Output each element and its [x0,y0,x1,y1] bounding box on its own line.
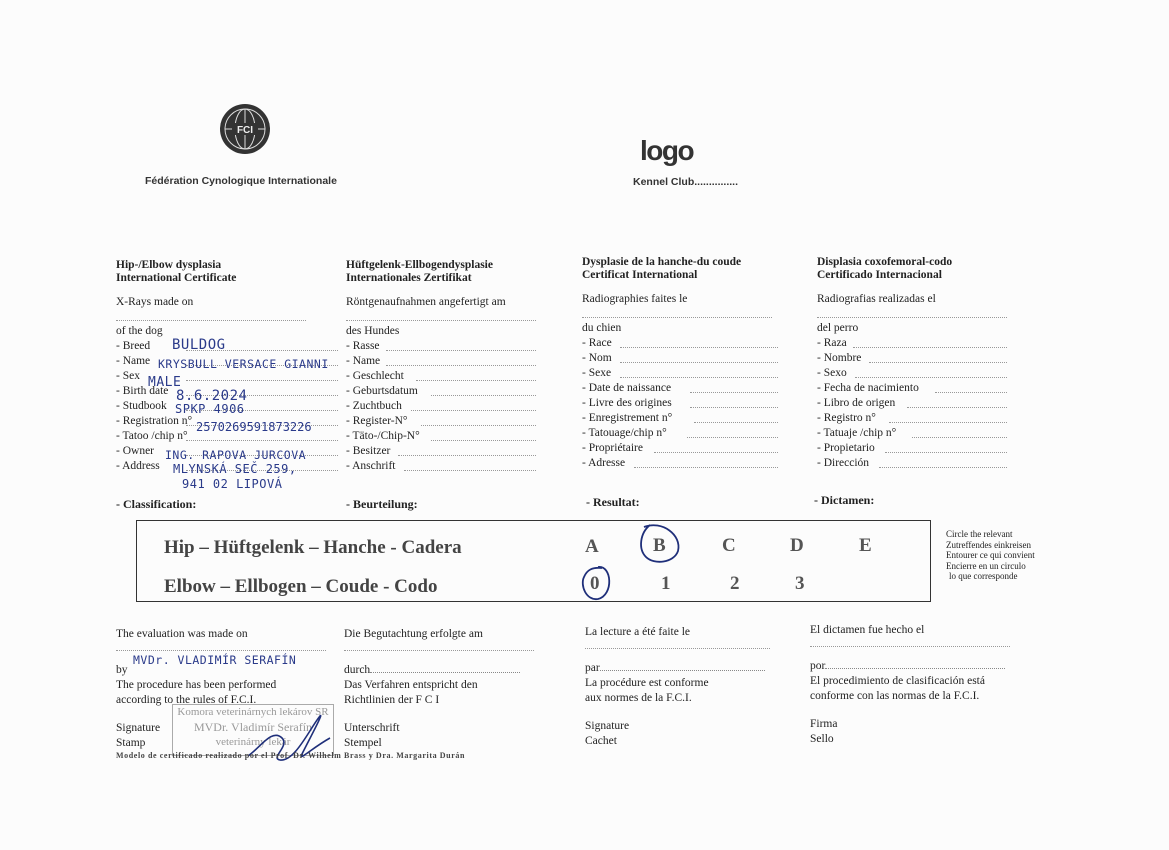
handwritten-address1: MLYNSKÁ SEČ 259, [173,462,297,476]
field-enregistrement: - Enregistrement n° [582,411,778,426]
elbow-grade-3: 3 [795,573,805,594]
column-german [346,259,536,474]
field-geschlecht: - Geschlecht [346,369,536,384]
field-register: - Register-N° [346,414,536,429]
selection-circles [570,515,700,607]
handwritten-name: KRYSBULL VERSACE GIANNI [158,357,329,371]
classification-en: - Classification: [116,497,197,511]
handwritten-vet: MVDr. VLADIMÍR SERAFÍN [133,653,297,667]
field-direccion: - Dirección [817,456,1007,471]
elbow-grade-2: 2 [730,573,740,594]
header-line1: Displasia coxofemoral-codo [817,256,953,268]
hip-grade-e: E [859,535,872,556]
handwritten-address2: 941 02 LIPOVÁ [182,477,283,491]
footer-note: Modelo de certificado realizado por el Prof. Dr. Wilhelm Brass y Dra. Margarita Durán [116,751,466,760]
classification-fr: - Resultat: [586,495,640,509]
field-nombre: - Nombre [817,351,1007,366]
field-name: - Name [116,354,338,369]
hip-grade-b: B [653,535,666,556]
dog-label: del perro [817,321,859,334]
handwritten-breed: BULDOG [172,337,226,353]
elbow-grade-1: 1 [661,573,671,594]
field-chip: - Tatoo /chip n° [116,429,338,444]
handwritten-birth: 8.6.2024 [176,388,248,404]
field-geburtsdatum: - Geburtsdatum [346,384,536,399]
evaluation-spanish: El dictamen fue hecho el por El procedimiento de clasificación está conforme con las normas de la F.C.I. Firma Sello [810,623,1025,746]
elbow-grade-0: 0 [590,573,600,594]
field-studbook: - Studbook [116,399,338,414]
header-line2: Certificado Internacional [817,269,942,281]
field-chip: - Tatouage/chip n° [582,426,778,441]
header-line1: Hip-/Elbow dysplasia [116,259,222,271]
field-livre-origines: - Livre des origines [582,396,778,411]
kennel-logo: logo [640,135,694,166]
classification-de: - Beurteilung: [346,497,418,511]
field-breed: - Breed [116,339,338,354]
dog-label: des Hundes [346,324,400,337]
field-nom: - Nom [582,351,778,366]
handwritten-sex: MALE [148,375,182,390]
field-anschrift: - Anschrift [346,459,536,474]
dog-label: du chien [582,321,622,334]
xray-line [582,307,772,318]
vet-stamp: Komora veterinárnych lekárov SR MVDr. Vladimír Serafín veterinárny lekár [172,704,334,756]
dog-label: of the dog [116,324,163,337]
hip-grade-d: D [790,535,804,556]
field-registro: - Registro n° [817,411,1007,426]
field-proprietaire: - Propriétaire [582,441,778,456]
field-birth-date: - Birth date [116,384,338,399]
classification-es: - Dictamen: [814,493,875,507]
elbow-selected-circle [583,567,609,599]
field-sexe: - Sexe [582,366,778,381]
evaluation-german: Die Begutachtung erfolgte am durch Das Verfahren entspricht den Richtlinien der F C I Unterschrift Stempel [344,627,544,750]
kennel-club-label: Kennel Club............... [633,176,739,188]
evaluation-french: La lecture a été faite le par La procédure est conforme aux normes de la F.C.I. Signature Cachet [585,625,785,748]
hip-grade-a: A [585,536,599,557]
circle-note: Circle the relevant Zutreffendes einkreisen Entourer ce qui convient Encierre en un circulo lo que corresponde [946,529,1035,581]
hip-selected-circle [641,525,678,562]
field-registration: - Registration n° [116,414,338,429]
field-raza: - Raza [817,336,1007,351]
field-race: - Race [582,336,778,351]
column-french [582,256,778,471]
hip-label: Hip – Hüftgelenk – Hanche - Cadera [164,537,462,558]
fci-globe-icon [219,103,271,155]
fci-logo-text: FCI [236,125,254,136]
handwritten-owner: ING. RAPOVA JURCOVA [165,448,307,462]
header-line2: International Certificate [116,272,237,284]
xray-label: Radiografias realizadas el [817,293,936,305]
header-line1: Dysplasie de la hanche-du coude [582,256,742,268]
field-libro-origen: - Libro de origen [817,396,1007,411]
xray-label: Röntgenaufnahmen angefertigt am [346,296,506,308]
field-sex: - Sex [116,369,338,384]
header-line2: Certificat International [582,269,698,281]
field-sexo: - Sexo [817,366,1007,381]
field-fecha-nacimiento: - Fecha de nacimiento [817,381,1007,396]
field-date-naissance: - Date de naissance [582,381,778,396]
fci-logo [219,103,271,160]
fci-name: Fédération Cynologique Internationale [145,175,337,187]
field-owner: - Owner [116,444,338,459]
elbow-label: Elbow – Ellbogen – Coude - Codo [164,576,438,597]
field-besitzer: - Besitzer [346,444,536,459]
xray-line [346,310,536,321]
handwritten-registration: 2570269591873226 [196,420,312,434]
field-name: - Name [346,354,536,369]
xray-label: Radiographies faites le [582,293,688,305]
xray-line [116,310,306,321]
field-chip: - Tatuaje /chip n° [817,426,1007,441]
field-zuchtbuch: - Zuchtbuch [346,399,536,414]
hip-grade-c: C [722,535,736,556]
field-adresse: - Adresse [582,456,778,471]
xray-label: X-Rays made on [116,296,194,308]
field-chip: - Täto-/Chip-N° [346,429,536,444]
evaluation-english: The evaluation was made on by The procedure has been performed according to the rules of F.C.I. Signature Stamp [116,627,331,750]
header-line2: Internationales Zertifikat [346,272,472,284]
field-propietario: - Propietario [817,441,1007,456]
header-line1: Hüftgelenk-Ellbogendysplasie [346,259,493,271]
field-address: - Address [116,459,338,474]
column-spanish [817,256,1007,471]
xray-line [817,307,1007,318]
handwritten-studbook: SPKP 4906 [175,402,245,416]
field-rasse: - Rasse [346,339,536,354]
